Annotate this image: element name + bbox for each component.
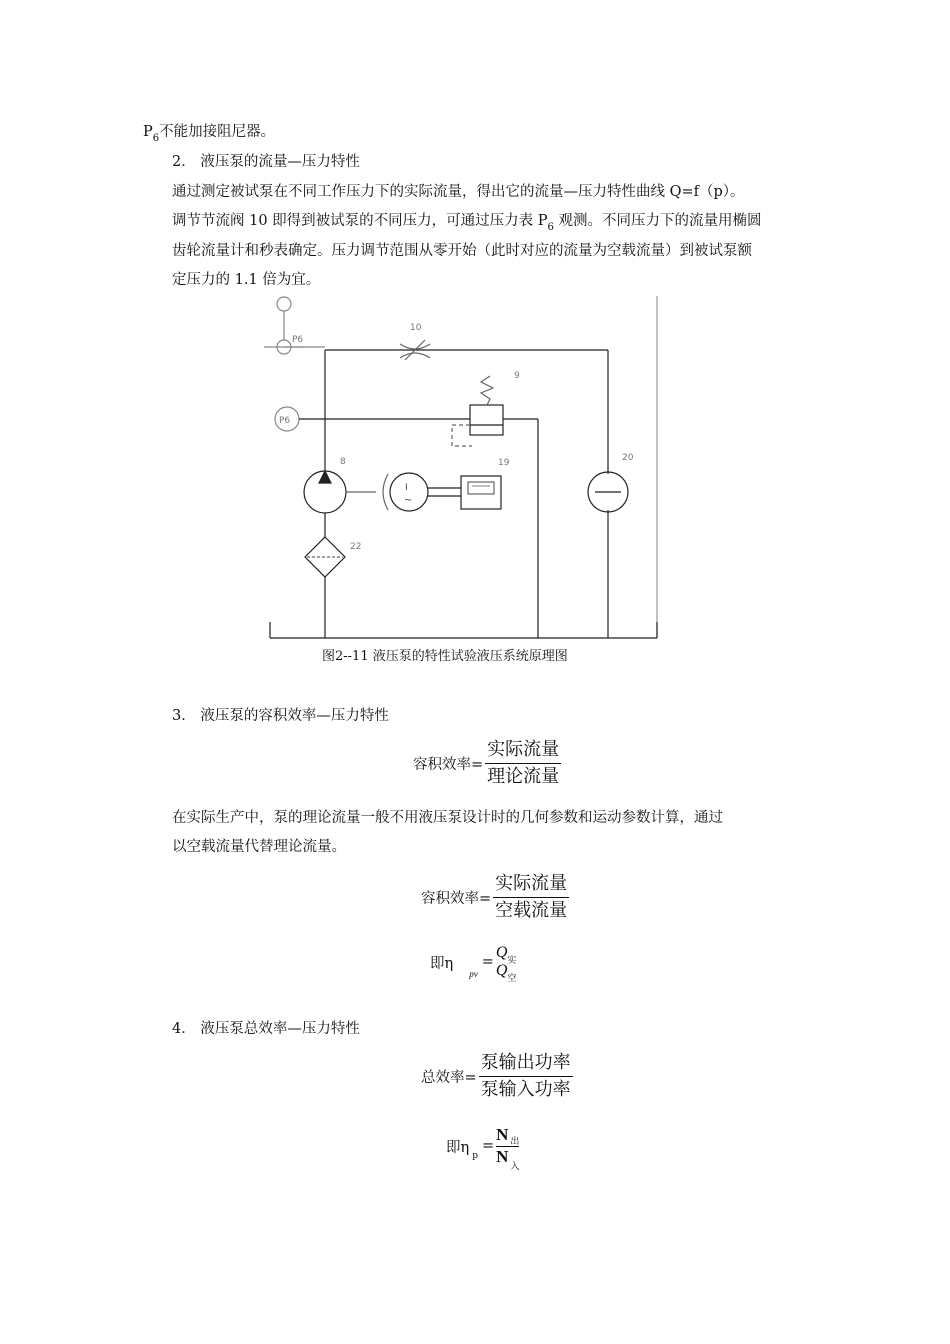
formula-eta-p: [446, 1125, 520, 1172]
equals-sign: =: [481, 1138, 495, 1154]
section-2-paragraph: [143, 178, 808, 294]
para-text: 观测。不同压力下的流量用椭圆: [553, 212, 762, 229]
formula-volumetric-efficiency: [413, 738, 561, 789]
para-line: [143, 207, 808, 238]
pump-icon: [304, 471, 346, 537]
label-relief-9: 9: [514, 371, 520, 381]
section-3-paragraph: [143, 804, 808, 861]
numerator: $Q_实$: [495, 944, 517, 966]
intro-text: 不能加接阻尼器。: [159, 124, 276, 140]
fraction: [485, 738, 561, 789]
label-filter-22: 22: [350, 542, 362, 552]
eta-subscript: pv: [469, 969, 478, 979]
svg-text:I: I: [405, 483, 408, 493]
section-2-heading: 2． 液压泵的流量—压力特性: [172, 154, 360, 170]
eta-subscript: p: [472, 1151, 478, 1161]
label-p6-gauge: P6: [279, 416, 291, 426]
section-3-heading: 3． 液压泵的容积效率—压力特性: [172, 708, 389, 724]
para-line: 通过测定被试泵在不同工作压力下的实际流量，得出它的流量—压力特性曲线 Q=f（p）。: [172, 184, 745, 200]
label-motor-19: 19: [498, 458, 510, 468]
denominator: 理论流量: [487, 766, 560, 787]
eta-symbol: 即η: [430, 955, 454, 972]
flowmeter-icon: [588, 472, 628, 512]
numerator: 泵输出功率: [479, 1051, 573, 1077]
denominator: 空载流量: [495, 900, 568, 921]
p-subscript: 6: [547, 221, 554, 233]
fraction: [493, 872, 569, 923]
formula-lhs: 容积效率=: [413, 757, 484, 773]
intro-line: [143, 120, 276, 144]
para-line: 在实际生产中，泵的理论流量一般不用液压泵设计时的几何参数和运动参数计算，通过: [172, 810, 723, 826]
p-subscript: 6: [152, 133, 160, 144]
eta-symbol: 即η: [446, 1139, 470, 1156]
relief-valve-icon: [452, 376, 503, 446]
para-line: 以空载流量代替理论流量。: [172, 838, 346, 855]
formula-total-efficiency: [421, 1051, 573, 1102]
denominator: 泵输入功率: [480, 1079, 571, 1100]
power-meter-icon: [461, 476, 501, 509]
hydraulic-schematic: [262, 292, 662, 644]
formula-eta-pv: [430, 944, 517, 984]
label-pump-8: 8: [340, 457, 346, 467]
motor-icon: [346, 473, 461, 511]
para-line: 齿轮流量计和秒表确定。压力调节范围从零开始（此时对应的流量为空载流量）到被试泵额: [172, 243, 752, 259]
para-line: 定压力的 1.1 倍为宜。: [172, 271, 321, 288]
label-p6-top: P6: [292, 335, 304, 345]
label-flowmeter-20: 20: [622, 453, 634, 463]
numerator: 实际流量: [485, 738, 561, 764]
filter-icon: [305, 537, 345, 638]
figure-caption: 图2--11 液压泵的特性试验液压系统原理图: [322, 649, 568, 664]
label-valve-10: 10: [410, 323, 422, 333]
numerator: 实际流量: [493, 872, 569, 898]
svg-text:~: ~: [404, 495, 413, 506]
section-4-heading: 4． 液压泵总效率—压力特性: [172, 1021, 360, 1037]
fraction: [496, 1125, 520, 1172]
p-symbol: P: [143, 124, 153, 140]
formula-lhs: 总效率=: [421, 1070, 477, 1086]
fraction: [479, 1051, 573, 1102]
fraction: [495, 944, 517, 984]
para-text: 调节节流阀 10 即得到被试泵的不同压力，可通过压力表 P: [172, 212, 548, 229]
denominator: $Q_空$: [495, 962, 517, 984]
formula-volumetric-efficiency-noload: [421, 872, 569, 923]
pressure-gauge-top-icon: [264, 297, 304, 354]
equals-sign: =: [481, 954, 494, 970]
numerator: N $_出$: [496, 1125, 520, 1147]
denominator: $N_入$: [496, 1147, 520, 1172]
formula-lhs: 容积效率=: [421, 891, 492, 907]
